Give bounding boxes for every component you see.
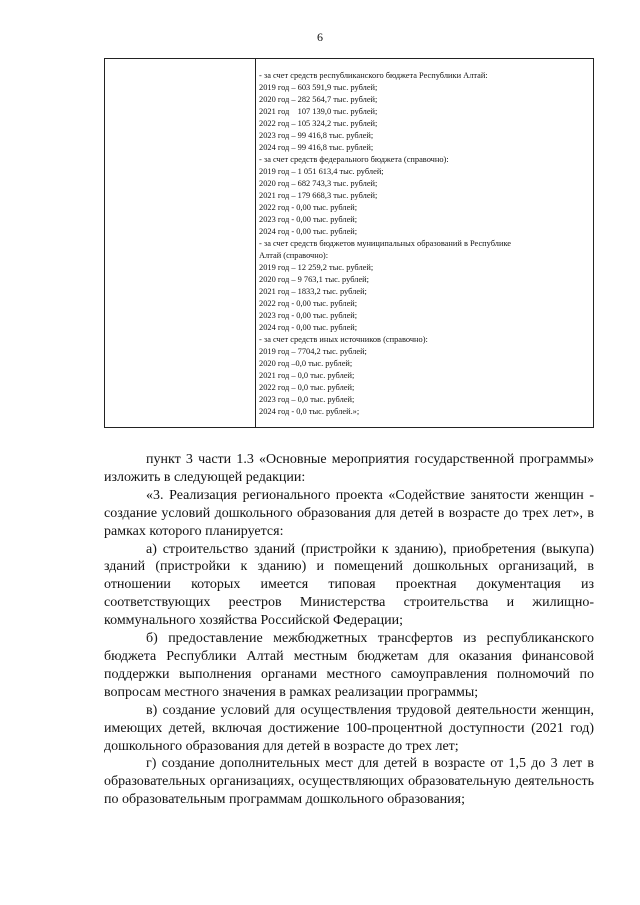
- table-line: 2021 год – 179 668,3 тыс. рублей;: [259, 191, 378, 200]
- table-line: 2024 год - 0,0 тыс. рублей.»;: [259, 407, 360, 416]
- table-line: 2019 год – 603 591,9 тыс. рублей;: [259, 83, 378, 92]
- table-line: 2020 год –0,0 тыс. рублей;: [259, 359, 353, 368]
- table-line: 2022 год - 0,00 тыс. рублей;: [259, 203, 358, 212]
- table-line: - за счет средств иных источников (справочно):: [259, 335, 428, 344]
- table-line: 2022 год – 0,0 тыс. рублей;: [259, 383, 355, 392]
- table-line: 2020 год – 9 763,1 тыс. рублей;: [259, 275, 369, 284]
- table-line: 2021 год – 1833,2 тыс. рублей;: [259, 287, 367, 296]
- table-line: 2023 год – 0,0 тыс. рублей;: [259, 395, 355, 404]
- page-number: 6: [317, 30, 323, 44]
- table-line: 2023 год - 0,00 тыс. рублей;: [259, 215, 358, 224]
- table-line: 2024 год - 0,00 тыс. рублей;: [259, 227, 358, 236]
- funding-table-cell: [259, 70, 593, 418]
- table-line: - за счет средств бюджетов муниципальных образований в Республике: [259, 239, 512, 248]
- table-line: 2023 год - 0,00 тыс. рублей;: [259, 311, 358, 320]
- table-line: Алтай (справочно):: [259, 251, 329, 260]
- table-line: 2024 год - 0,00 тыс. рублей;: [259, 323, 358, 332]
- paragraph-intro: пункт 3 части 1.3 «Основные мероприятия государственной программы» изложить в следующей редакции:: [104, 452, 594, 485]
- paragraph-item-d: г) создание дополнительных мест для детей в возрасте от 1,5 до 3 лет в образовательных организациях, осуществляющих образовательную деятельность по образовательным программам дошкольного образования;: [104, 756, 594, 808]
- paragraph-project: «3. Реализация регионального проекта «Содействие занятости женщин - создание условий дошкольного образования для детей в возрасте до трех лет», в рамках которого планируется:: [104, 487, 594, 539]
- table-line: 2021 год 107 139,0 тыс. рублей;: [259, 107, 378, 116]
- table-line: 2019 год – 12 259,2 тыс. рублей;: [259, 263, 374, 272]
- table-line: 2024 год – 99 416,8 тыс. рублей;: [259, 143, 374, 152]
- table-line: 2019 год – 1 051 613,4 тыс. рублей;: [259, 167, 384, 176]
- funding-table: [104, 58, 594, 428]
- table-line: 2020 год – 682 743,3 тыс. рублей;: [259, 179, 378, 188]
- table-line: 2019 год – 7704,2 тыс. рублей;: [259, 347, 367, 356]
- paragraph-item-a: а) строительство зданий (пристройки к зданию), приобретения (выкупа) зданий (пристройки к зданию) и помещений дошкольных организаций, в отношении которых имеется типовая проектная документация из соответствующих реестров Министерства строительства и жилищно-коммунального хозяйства Российской Федерации;: [104, 541, 594, 629]
- table-line: 2022 год – 105 324,2 тыс. рублей;: [259, 119, 378, 128]
- table-column-divider: [255, 59, 256, 427]
- document-body: [104, 451, 594, 809]
- table-line: - за счет средств республиканского бюджета Республики Алтай:: [259, 71, 488, 80]
- table-line: 2022 год - 0,00 тыс. рублей;: [259, 299, 358, 308]
- table-line: - за счет средств федерального бюджета (справочно):: [259, 155, 449, 164]
- paragraph-item-b: б) предоставление межбюджетных трансфертов из республиканского бюджета Республики Алтай местным бюджетам для оказания финансовой поддержки выполнения органами местного самоуправления полномочий по вопросам местного значения в рамках реализации программы;: [104, 631, 594, 700]
- table-line: 2020 год – 282 564,7 тыс. рублей;: [259, 95, 378, 104]
- paragraph-item-c: в) создание условий для осуществления трудовой деятельности женщин, имеющих детей, включая достижение 100-процентной доступности (2021 год) дошкольного образования для детей в возрасте до трех лет;: [104, 702, 594, 754]
- table-line: 2021 год – 0,0 тыс. рублей;: [259, 371, 355, 380]
- table-line: 2023 год – 99 416,8 тыс. рублей;: [259, 131, 374, 140]
